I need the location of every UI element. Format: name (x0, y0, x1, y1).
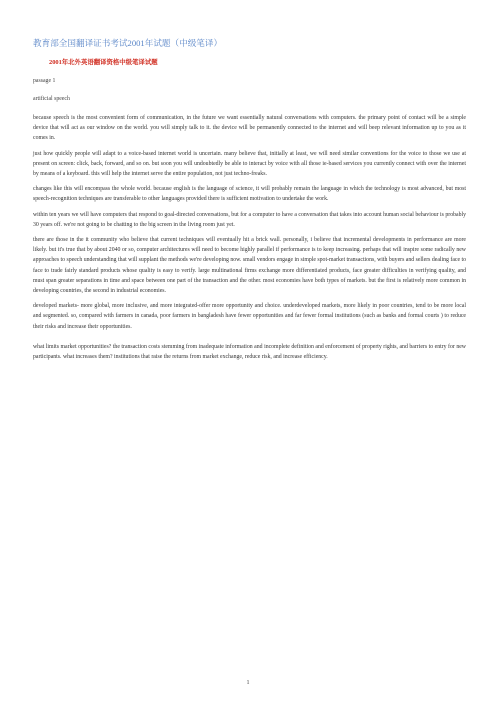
paragraph-2: just how quickly people will adapt to a voice-based internet world is uncertain. many believe that, initially at least, we will need similar conventions for the voice to those we use at present on screen: click, back, forward, and so on. but soon you will undoubtedly be able to interact by voice with all those ie-based services you currently connect with over the internet by means of a keyboard. this will help the internet serve the entire population, not just techno-freaks. (33, 150, 466, 178)
paragraph-5: there are those in the it community who believe that current techniques will eventually hit a brick wall. personally, i believe that incremental developments in performance are more likely. but it's true that by about 2040 or so, computer architectures will need to become highly parallel if performance is to keep increasing. perhaps that will inspire some radically new approaches to speech understanding that will supplant the methods we're developing now. small vendors engage in simple spot-market transactions, with buyers and sellers dealing face to face to trade fairly standard products whose quality is easy to verify. large multinational firms exchange more differentiated products, face greater difficulties in verifying quality, and must span greater separations in time and space between one part of the transaction and the other. most economies have both types of markets. but the first is relatively more common in developing countries, the second in industrial economies. (33, 237, 466, 295)
document-page (33, 38, 466, 367)
passage-title: artificial speech (33, 96, 70, 102)
document-subtitle: 2001年北外英语翻译资格中级笔译试题 (49, 59, 158, 66)
paragraph-6: developed markets- more global, more inclusive, and more integrated-offer more opportunity and choice. underdeveloped markets, more likely in poor countries, tend to be more local and segmented. so, compared with farmers in canada, poor farmers in bangladesh have fewer opportunities and far fewer formal institutions (such as banks and formal courts ) to reduce their risks and increase their opportunities. (33, 303, 466, 330)
document-title: 教育部全国翻译证书考试2001年试题（中级笔译） (33, 38, 223, 48)
passage-label: passage 1 (33, 78, 56, 84)
page-number: 1 (246, 680, 250, 686)
paragraph-3: changes like this will encompass the whole world. because english is the language of science, it will probably remain the language in which the technology is most advanced, but most speech-recognition techniques are transferable to other languages provided there is sufficient motivation to undertake the work. (33, 186, 466, 203)
paragraph-4: within ten years we will have computers that respond to goal-directed conversations, but for a computer to have a conversation that takes into account human social behaviour is probably 30 years off. we're not going to be chatting to the big screen in the living room just yet. (33, 211, 466, 228)
paragraph-7: what limits market opportunities? the transaction costs stemming from inadequate information and incomplete definition and enforcement of property rights, and barriers to entry for new participants. what increases them? institutions that raise the returns from market exchange, reduce risk, and increase efficiency. (33, 343, 466, 361)
paragraph-1: because speech is the most convenient form of communication, in the future we want essentially natural conversations with computers. the primary point of contact will be a simple device that will act as our window on the world. you will simply talk to it. the device will be permanently connected to the internet and will beep relevant information up to you as it comes in. (33, 115, 466, 142)
